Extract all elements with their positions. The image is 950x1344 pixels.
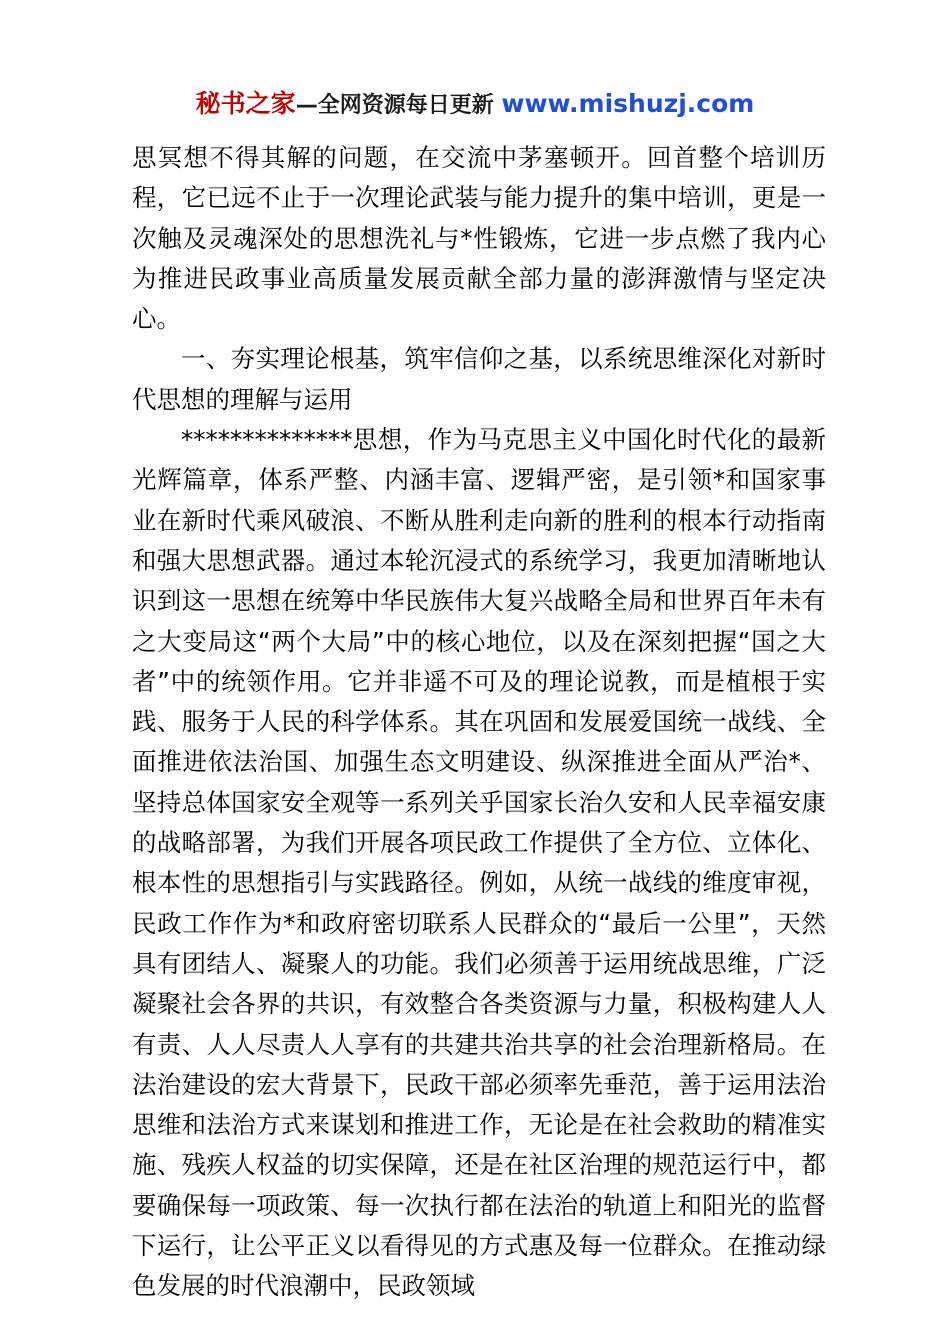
paragraph-3: **************思想，作为马克思主义中国化时代化的最新光辉篇章，体系严整、内涵丰富、逻辑严密，是引领*和国家事业在新时代乘风破浪、不断从胜利走向新的胜利的根本行动指南和强大思想武器。通过本轮沉浸式的系统学习，我更加清晰地认识到这一思想在统筹中华民族伟大复兴战略全局和世界百年未有之大变局这“两个大局”中的核心地位，以及在深刻把握“国之大者”中的统领作用。它并非遥不可及的理论说教，而是植根于实践、服务于人民的科学体系。其在巩固和发展爱国统一战线、全面推进依法治国、加强生态文明建设、纵深推进全面从严治*、坚持总体国家安全观等一系列关乎国家长治久安和人民幸福安康的战略部署，为我们开展各项民政工作提供了全方位、立体化、根本性的思想指引与实践路径。例如，从统一战线的维度审视，民政工作作为*和政府密切联系人民群众的“最后一公里”，天然具有团结人、凝聚人的功能。我们必须善于运用统战思维，广泛凝聚社会各界的共识，有效整合各类资源与力量，积极构建人人有责、人人尽责人人享有的共建共治共享的社会治理新格局。在法治建设的宏大背景下，民政干部必须率先垂范，善于运用法治思维和法治方式来谋划和推进工作，无论是在社会救助的精准实施、残疾人权益的切实保障，还是在社区治理的规范运行中，都要确保每一项政策、每一次执行都在法治的轨道上和阳光的监督下运行，让公平正义以看得见的方式惠及每一位群众。在推动绿色发展的时代浪潮中，民政领域 [132,425,826,1301]
site-url[interactable]: www.mishuzj.com [501,89,755,118]
site-brand-name: 秘书之家 [195,89,296,118]
site-tagline: —全网资源每日更新 [295,93,502,118]
paragraph-2-heading: 一、夯实理论根基，筑牢信仰之基，以系统思维深化对新时代思想的理解与运用 [132,344,826,414]
paragraph-1: 思冥想不得其解的问题，在交流中茅塞顿开。回首整个培训历程，它已远不止于一次理论武装与能力提升的集中培训，更是一次触及灵魂深处的思想洗礼与*性锻炼，它进一步点燃了我内心为推进民政事业高质量发展贡献全部力量的澎湃激情与坚定决心。 [132,143,826,334]
document-body [132,138,826,1307]
site-watermark-header [0,84,950,120]
